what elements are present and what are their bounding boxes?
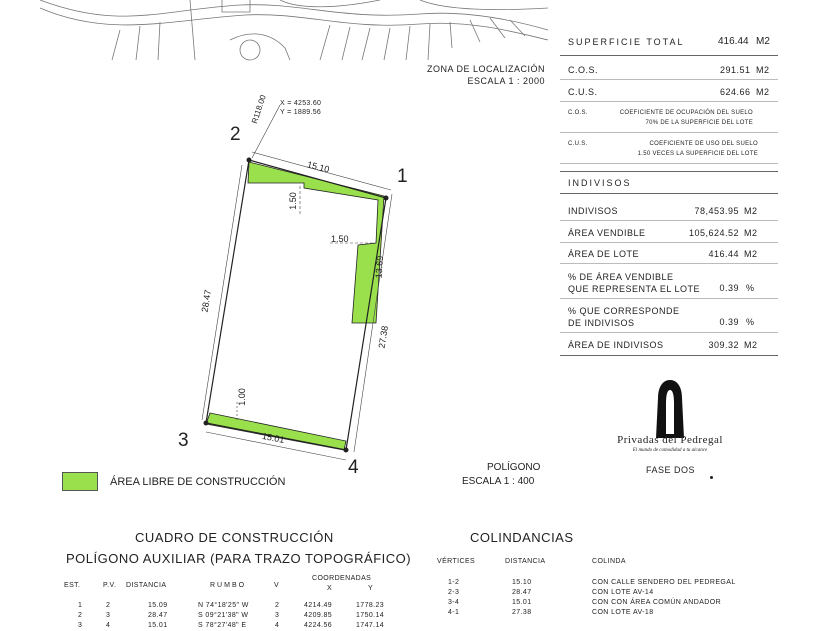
cell: 1747.14 — [356, 622, 385, 629]
area-lote-value: 416.44 — [708, 249, 739, 259]
cell: 2 — [106, 602, 111, 609]
cell: 15.09 — [148, 602, 168, 609]
dim-a: 1.50 — [287, 192, 298, 210]
cus-note-1: COEFICIENTE DE USO DEL SUELO — [649, 141, 758, 147]
indivisos-row-value: 78,453.95 — [694, 206, 739, 216]
cos-note-2: 70% DE LA SUPERFICIE DEL LOTE — [645, 120, 753, 126]
colindancias-title: COLINDANCIAS — [470, 530, 574, 545]
cell: 1778.23 — [356, 602, 385, 609]
logo-name: Privadas del Pedregal — [617, 434, 723, 446]
polygon-title: POLÍGONO — [487, 462, 541, 473]
indivisos-row-unit: M2 — [744, 206, 758, 216]
free-area-top-right — [248, 162, 384, 323]
cell: 28.47 — [512, 589, 532, 596]
cos-unit: M2 — [756, 65, 770, 75]
cus-note-2: 1.50 VECES LA SUPERFICIE DEL LOTE — [637, 151, 758, 157]
area-lote-unit: M2 — [744, 249, 758, 259]
dim-b: 1.50 — [331, 234, 349, 244]
coord-y: Y = 1889.56 — [280, 109, 322, 116]
cell: 28.47 — [148, 612, 168, 619]
cell: CON CALLE SENDERO DEL PEDREGAL — [592, 579, 736, 586]
cell: 3 — [275, 612, 280, 619]
cell: 1750.14 — [356, 612, 385, 619]
indivisos-header: INDIVISOS — [568, 178, 632, 188]
dim-top: 15.10 — [306, 159, 331, 175]
cell: 15.01 — [512, 599, 532, 606]
legend-label: ÁREA LIBRE DE CONSTRUCCIÓN — [110, 476, 286, 488]
cell: 4209.85 — [304, 612, 333, 619]
cus-value: 624.66 — [720, 87, 751, 97]
pct-indivisos-unit: % — [746, 317, 755, 327]
cos-note-1: COEFICIENTE DE OCUPACIÓN DEL SUELO — [619, 110, 753, 116]
legend-swatch — [62, 472, 98, 491]
cus-label: C.U.S. — [568, 87, 598, 97]
dim-bottom: 15.01 — [261, 430, 286, 446]
cos-value: 291.51 — [720, 65, 751, 75]
cell: 3 — [106, 612, 111, 619]
col-v: V — [274, 582, 280, 589]
cell: 1-2 — [448, 579, 460, 586]
table-row — [0, 578, 840, 588]
location-title: ZONA DE LOCALIZACIÓN — [426, 64, 545, 74]
cell: N 74°18'25" W — [198, 602, 249, 609]
pct-vendible-label: % DE ÁREA VENDIBLE — [568, 272, 674, 282]
superficie-label: SUPERFICIE TOTAL — [568, 37, 685, 47]
cell: 2-3 — [448, 589, 460, 596]
pct-vendible-unit: % — [746, 283, 755, 293]
area-lote-label: ÁREA DE LOTE — [568, 249, 640, 259]
col-col-distancia: DISTANCIA — [505, 558, 546, 565]
cell: 4 — [106, 622, 111, 629]
cell: S 09°21'38" W — [198, 612, 249, 619]
dim-d: 1.00 — [236, 388, 247, 406]
vertex-3: 3 — [178, 430, 189, 451]
vertex-1: 1 — [397, 166, 408, 187]
area-indivisos-unit: M2 — [744, 340, 758, 350]
col-y: Y — [368, 585, 374, 592]
pct-vendible-value: 0.39 — [719, 283, 739, 293]
location-scale: ESCALA 1 : 2000 — [467, 76, 545, 86]
cell: 3-4 — [448, 599, 460, 606]
cell: 4 — [275, 622, 280, 629]
pct-indivisos-label: % QUE CORRESPONDE — [568, 306, 680, 316]
coord-x: X = 4253.60 — [280, 100, 322, 107]
col-pv: P.V. — [103, 582, 117, 589]
col-colinda: COLINDA — [592, 558, 626, 565]
col-est: EST. — [64, 582, 81, 589]
cell: 4224.56 — [304, 622, 333, 629]
superficie-unit: M2 — [756, 36, 770, 47]
col-distancia: DISTANCIA — [126, 582, 167, 589]
table-row — [0, 598, 840, 608]
cus-unit: M2 — [756, 87, 770, 97]
superficie-value: 416.44 — [718, 36, 749, 47]
col-vertices: VÉRTICES — [437, 558, 476, 565]
area-indivisos-value: 309.32 — [708, 340, 739, 350]
cell: 4214.49 — [304, 602, 333, 609]
area-vendible-value: 105,624.52 — [688, 228, 739, 238]
dim-c: 13.69 — [373, 255, 386, 279]
cell: 2 — [78, 612, 83, 619]
col-rumbo: RUMBO — [210, 582, 247, 589]
pct-indivisos-value: 0.39 — [719, 317, 739, 327]
construction-title: CUADRO DE CONSTRUCCIÓN — [135, 530, 334, 545]
polygon-scale: ESCALA 1 : 400 — [462, 476, 535, 487]
table-row — [0, 608, 840, 618]
cell: S 78°27'48" E — [198, 622, 247, 629]
area-vendible-label: ÁREA VENDIBLE — [568, 228, 646, 238]
cell: CON LOTE AV-18 — [592, 609, 654, 616]
cell: 3 — [78, 622, 83, 629]
area-indivisos-label: ÁREA DE INDIVISOS — [568, 340, 664, 350]
logo-phase: FASE DOS — [646, 465, 696, 475]
logo-mark-icon — [650, 378, 690, 440]
dim-left: 28.47 — [199, 289, 213, 313]
free-area-bottom — [206, 413, 346, 450]
col-coordenadas: COORDENADAS — [312, 575, 372, 582]
vertex-2: 2 — [230, 124, 241, 145]
dim-right: 27.38 — [376, 325, 390, 349]
cell: 2 — [275, 602, 280, 609]
pct-vendible-label2: QUE REPRESENTA EL LOTE — [568, 284, 701, 294]
pct-indivisos-label2: DE INDIVISOS — [568, 318, 635, 328]
vertex-4: 4 — [348, 457, 359, 478]
cell: 1 — [78, 602, 83, 609]
logo-tagline: El mundo de comodidad a tu alcance — [632, 448, 708, 453]
cell: CON CON ÁREA COMÚN ANDADOR — [592, 599, 722, 606]
radius-label: R118.00 — [250, 93, 268, 125]
cell: 4-1 — [448, 609, 460, 616]
construction-subtitle: POLÍGONO AUXILIAR (PARA TRAZO TOPOGRÁFICO) — [66, 551, 412, 566]
cell: 27.38 — [512, 609, 532, 616]
area-vendible-unit: M2 — [744, 228, 758, 238]
cos-note-label: C.O.S. — [568, 110, 588, 116]
col-x: X — [327, 585, 333, 592]
cus-note-label: C.U.S. — [568, 141, 588, 147]
table-row — [0, 588, 840, 598]
cos-label: C.O.S. — [568, 65, 599, 75]
cell: 15.10 — [512, 579, 532, 586]
cell: 15.01 — [148, 622, 168, 629]
logo-dot — [710, 476, 713, 479]
colindancias-rows — [0, 578, 840, 618]
cell: CON LOTE AV-14 — [592, 589, 654, 596]
indivisos-row-label: INDIVISOS — [568, 206, 619, 216]
